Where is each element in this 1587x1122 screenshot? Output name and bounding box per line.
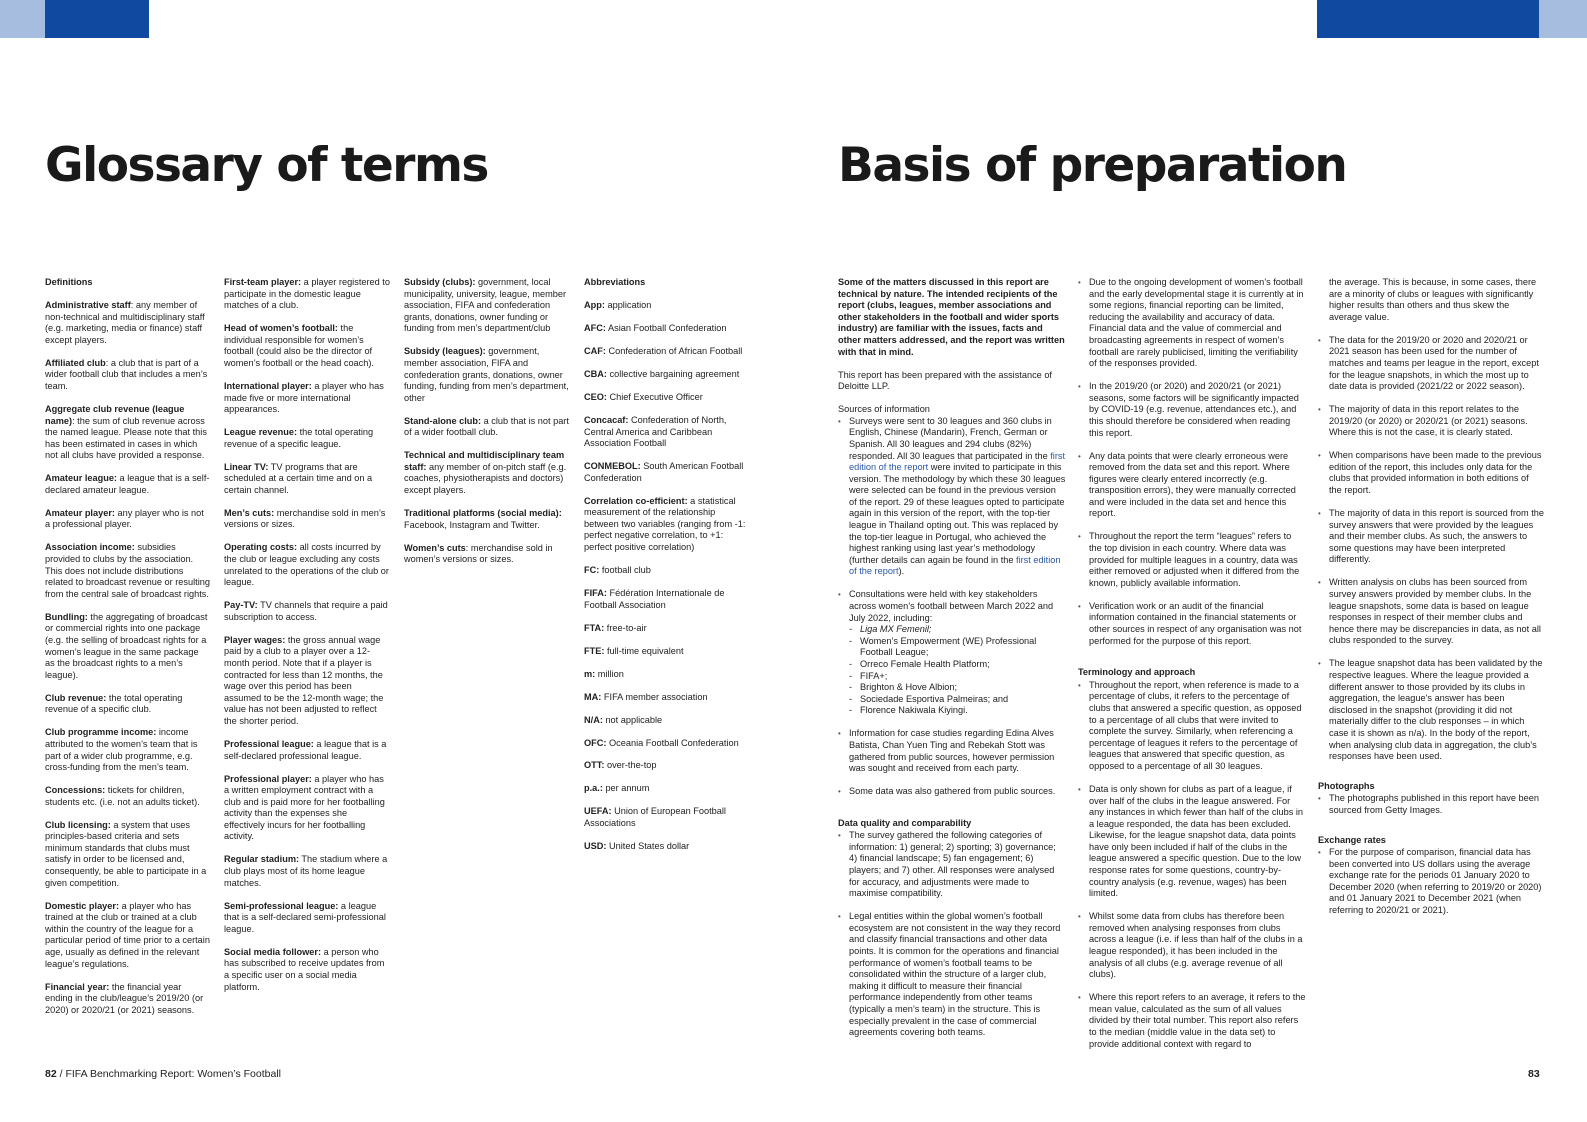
glossary-entry xyxy=(224,739,390,762)
list-item: • Any data points that were clearly erroneous were removed from the data set and this report. Where figures were clearly entered incorrectly (e.g. transposition errors), they were manually corrected and were included in the data set and hence this report. xyxy=(1078,451,1306,521)
term-definition: application xyxy=(604,299,652,310)
list-item: • Verification work or an audit of the financial information contained in the financial statements or other sources in respect of any organisation was not performed for the purpose of this report. xyxy=(1078,601,1306,647)
glossary-entry xyxy=(584,346,750,358)
list-item: • Written analysis on clubs has been sourced from survey answers provided by member clubs. In the league snapshots, some data is based on league responses in respect of their member clubs and hence there may be discrepancies in data, as not all clubs responded to the survey. xyxy=(1318,577,1544,647)
term-label: Financial year: xyxy=(45,981,110,992)
basis-intro: Some of the matters discussed in this report are technical by nature. The intended recipients of the report (clubs, leagues, member associations and other stakeholders in the football and wider sports industry) are familiar with the issues, facts and other matters addressed, and the report was written with that in mind. xyxy=(838,277,1065,357)
term-definition: Union of European Football Associations xyxy=(584,806,726,829)
basis-prepared: This report has been prepared with the assistance of Deloitte LLP. xyxy=(838,369,1052,392)
list-item: • For the purpose of comparison, financial data has been converted into US dollars using the average exchange rate for the periods 01 January 2020 to December 2020 (when referring to 2019/20 or 2020) and 01 January 2021 to December 2021 (when referring to 2020/21 or 2021). xyxy=(1318,847,1544,917)
list-item: • Due to the ongoing development of women’s football and the early developmental stage it is currently at in some regions, financial reporting can be limited, reducing the availability and accuracy of data. Financial data and the value of commercial and broadcasting agreements in respect of women’s football are rarely publicised, limiting the verifiability of the responses provided. xyxy=(1078,277,1306,370)
term-label: Amateur league: xyxy=(45,473,117,484)
term-label: CBA: xyxy=(584,368,607,379)
term-label: N/A: xyxy=(584,714,603,725)
list-item: • Surveys were sent to 30 leagues and 360 clubs in English, Chinese (Mandarin), French, German or Spanish. All 30 leagues and 294 clubs (82%) responded. All 30 leagues that participated in the first edition of the report were invited to participate in this version. The methodology by which these 30 leagues were selected can be found in the previous version of the report. 29 of these leagues opted to participate again in this version of the report, with the top-tier league in Thailand opting out. This was replaced by the top-tier league in Portugal, who achieved the highest ranking using last year’s methodology (further details can again be found in the first edition of the report). xyxy=(838,416,1066,578)
corner-bar-light-left xyxy=(0,0,45,38)
term-label: First-team player: xyxy=(224,277,302,287)
list-item: • Information for case studies regarding Edina Alves Batista, Chan Yuen Ting and Rebekah Stott was gathered from public sources, however permission was sought and received from each party. xyxy=(838,728,1066,774)
glossary-entry xyxy=(224,277,390,312)
list-item: • Where this report refers to an average, it refers to the mean value, calculated as the sum of all values divided by their total number. This report also refers to the median (middle value in the data set) to provide additional context with regard to xyxy=(1078,992,1306,1050)
list-item: • The majority of data in this report is sourced from the survey answers that were provided by the leagues and their member clubs. As such, the answers to some questions may have been interpreted differently. xyxy=(1318,508,1544,566)
term-definition: The stadium where a club plays most of its home league matches. xyxy=(224,854,388,888)
first-edition-link[interactable]: first edition of the report xyxy=(849,450,1066,473)
term-label: CAF: xyxy=(584,345,606,356)
term-label: Semi-professional league: xyxy=(224,900,339,911)
list-item: • When comparisons have been made to the previous edition of the report, this includes only data for the clubs that provided information in both editions of the report. xyxy=(1318,450,1544,496)
term-definition: football club xyxy=(599,565,651,576)
term-definition: TV programs that are scheduled at a certain time and on a certain channel. xyxy=(224,461,373,495)
term-definition: income attributed to the women’s team that is part of a wider club programme, e.g. cross-funding from the men’s team. xyxy=(45,727,198,773)
term-definition: tickets for children, students etc. (i.e. not an adults ticket). xyxy=(45,785,200,807)
term-definition: : merchandise sold in women’s versions or sizes. xyxy=(404,542,553,565)
basis-column-1 xyxy=(838,277,1066,1050)
glossary-entry xyxy=(404,508,570,531)
term-label: CONMEBOL: xyxy=(584,461,641,472)
term-label: Amateur player: xyxy=(45,507,115,518)
glossary-entry xyxy=(584,461,750,484)
glossary-entry xyxy=(584,669,750,681)
list-item: • The data for the 2019/20 or 2020 and 2020/21 or 2021 season has been used for the number of matches and teams per league in the report, except for the league snapshots, in which the most up to date data is provided (2021/22 or 2022 season). xyxy=(1318,335,1544,393)
term-definition: Chief Executive Officer xyxy=(606,391,703,402)
term-label: Affiliated club xyxy=(45,357,106,368)
term-definition: : a club that is part of a wider football club that includes a men’s team. xyxy=(45,357,208,391)
photographs-heading: Photographs xyxy=(1318,780,1375,791)
average-continuation: the average. This is because, in some cases, there are a minority of clubs or leagues with significantly higher results than others and thus skew the average value. xyxy=(1329,277,1537,322)
glossary-entry xyxy=(224,381,390,416)
glossary-entry xyxy=(45,693,210,716)
glossary-entry xyxy=(584,496,750,554)
list-item: • Whilst some data from clubs has therefore been removed when analysing responses from clubs across a league (i.e. if less than half of the clubs in a league responded), it has been included in the analysis of all clubs (e.g. average revenue of all clubs). xyxy=(1078,911,1306,981)
corner-bar-dark-right xyxy=(1317,0,1539,38)
term-definition: a person who has subscribed to receive updates from a specific user on a social media platform. xyxy=(224,946,385,992)
data-quality-heading: Data quality and comparability xyxy=(838,817,972,828)
term-label: Club licensing: xyxy=(45,819,111,830)
basis-column-3 xyxy=(1318,277,1544,928)
list-item: • The photographs published in this report have been sourced from Getty Images. xyxy=(1318,793,1544,816)
term-definition: million xyxy=(595,668,624,679)
glossary-entry xyxy=(584,715,750,727)
glossary-entry xyxy=(224,947,390,993)
term-definition: the financial year ending in the club/league’s 2019/20 (or 2020) or 2020/21 (or 2021) seasons. xyxy=(45,981,204,1015)
term-label: Traditional platforms (social media): xyxy=(404,508,562,519)
glossary-entry xyxy=(45,473,210,496)
term-label: Stand-alone club: xyxy=(404,415,482,426)
list-item: - FIFA+; xyxy=(849,671,1066,683)
glossary-entry xyxy=(224,635,390,728)
page-number-left: 82 xyxy=(45,1068,57,1080)
glossary-entry xyxy=(224,542,390,588)
glossary-entry xyxy=(45,820,210,890)
glossary-entry xyxy=(584,760,750,772)
term-label: Social media follower: xyxy=(224,946,322,957)
glossary-entry xyxy=(584,806,750,829)
glossary-entry xyxy=(224,854,390,889)
glossary-entry xyxy=(45,612,210,682)
terminology-heading: Terminology and approach xyxy=(1078,667,1196,678)
list-item: • Consultations were held with key stakeholders across women’s football between March 2022 and July 2022, including: - Liga MX Femenil; - Women’s Empowerment (WE) Professional Football League; - Orreco Female Health Platform; - FIFA+; - Brighton & Hove Albion; - Sociedade Esportiva Palmeiras; and - Florence Nakiwala Kiyingi. xyxy=(838,589,1066,717)
glossary-entry xyxy=(45,982,210,1017)
term-definition: Confederation of African Football xyxy=(605,345,743,356)
glossary-entry xyxy=(224,427,390,450)
term-definition: Confederation of North, Central America and Caribbean Association Football xyxy=(584,414,727,449)
term-label: UEFA: xyxy=(584,806,612,817)
glossary-entry xyxy=(584,692,750,704)
footer-left xyxy=(45,1068,281,1080)
term-label: Pay-TV: xyxy=(224,600,258,611)
term-label: CEO: xyxy=(584,391,607,402)
term-definition: FIFA member association xyxy=(601,691,708,702)
list-item: - Liga MX Femenil; xyxy=(849,624,1066,636)
term-label: p.a.: xyxy=(584,783,603,794)
term-label: Linear TV: xyxy=(224,461,269,472)
corner-bar-dark-left xyxy=(45,0,149,38)
definitions-heading: Definitions xyxy=(45,277,93,287)
list-item: • Data is only shown for clubs as part of a league, if over half of the clubs in the league answered. For any instances in which fewer than half of the clubs in a league responded, the data has been excluded. Likewise, for the league snapshot data, data points have only been included if half of the clubs in the league answered a specific question. Due to the low response rates for some questions, country-by-country analysis (e.g. revenue, wages) has been limited. xyxy=(1078,784,1306,900)
glossary-entry xyxy=(584,588,750,611)
term-definition: all costs incurred by the club or league excluding any costs unrelated to the operations of the club or league. xyxy=(224,542,389,588)
term-label: Regular stadium: xyxy=(224,854,300,865)
term-label: FTE: xyxy=(584,645,605,656)
list-item: • The league snapshot data has been validated by the respective leagues. Where the league provided a different answer to those provided by its clubs in aggregation, the league’s answer has been disclosed in the snapshot (providing it did not materially differ to the club responses – in which case it is shown as n/a). In the body of the report, when analysing club data in aggregation, the club’s responses have been used. xyxy=(1318,658,1544,762)
term-definition: the aggregating of broadcast or commercial rights into one package (e.g. the selling of broadcast rights for a women’s league in the same package as the broadcast rights to a men’s league). xyxy=(45,611,208,680)
term-definition: a player who has a written employment contract with a club and is paid more for her footballing activity than the expenses she effectively incurs for her footballing activity. xyxy=(224,773,385,842)
term-definition: not applicable xyxy=(602,714,663,725)
sources-heading: Sources of information xyxy=(838,404,930,415)
glossary-entry xyxy=(584,300,750,312)
glossary-column-2 xyxy=(224,277,390,1005)
term-definition: a player who has made five or more international appearances. xyxy=(224,380,384,415)
term-definition: Facebook, Instagram and Twitter. xyxy=(404,519,540,530)
term-label: Women’s cuts xyxy=(404,542,466,553)
glossary-entry xyxy=(404,416,570,439)
list-item: • Some data was also gathered from public sources. xyxy=(838,786,1066,798)
term-label: League revenue: xyxy=(224,427,298,438)
term-definition: merchandise sold in men’s versions or sizes. xyxy=(224,507,386,530)
term-definition: : any member of non-technical and multidisciplinary staff (e.g. marketing, media or finance) staff except players. xyxy=(45,299,205,345)
term-definition: a club that is not part of a wider football club. xyxy=(404,415,569,438)
term-label: Correlation co-efficient: xyxy=(584,495,688,506)
glossary-entry xyxy=(45,404,210,462)
list-item: • Throughout the report, when reference is made to a percentage of clubs, it refers to the percentage of clubs that answered a specific question, as opposed to a percentage of all clubs that were invited to complete the survey. Similarly, when referencing a percentage of leagues it refers to the percentage of leagues that answered that specific question, as opposed to a percentage of all 30 leagues. xyxy=(1078,680,1306,773)
term-definition: a statistical measurement of the relationship between two variables (ranging from -1: perfect negative correlation, to +1: perfect positive correlation) xyxy=(584,495,746,553)
term-definition: the total operating revenue of a specific club. xyxy=(45,692,183,715)
basis-title: Basis of preparation xyxy=(838,138,1347,193)
term-definition: any member of on-pitch staff (e.g. coaches, physiotherapists and doctors) except players. xyxy=(404,461,567,496)
glossary-entry xyxy=(45,542,210,600)
abbreviations-heading: Abbreviations xyxy=(584,277,646,287)
term-label: OFC: xyxy=(584,737,607,748)
term-label: FIFA: xyxy=(584,588,607,598)
term-label: MA: xyxy=(584,691,602,702)
term-label: FC: xyxy=(584,565,600,576)
term-definition: any player who is not a professional player. xyxy=(45,507,204,530)
term-label: Concacaf: xyxy=(584,414,629,425)
term-label: m: xyxy=(584,668,596,679)
glossary-entry xyxy=(224,901,390,936)
glossary-entry xyxy=(584,623,750,635)
term-definition: a player who has trained at the club or trained at a club within the country of the league for a particular period of time prior to a certain age, usually as defined in the relevant league’s regulations. xyxy=(45,900,210,969)
term-definition: collective bargaining agreement xyxy=(606,368,740,379)
term-definition: the gross annual wage paid by a club to a player over a 12-month period. Note that if a player is contracted for less than 12 months, the wage over this period has been assumed to be the 12-month wage; the value has not been adjusted to reflect the shorter period. xyxy=(224,634,384,726)
term-label: AFC: xyxy=(584,322,606,333)
glossary-entry xyxy=(404,346,570,404)
glossary-entry xyxy=(224,508,390,531)
term-definition: a league that is a self-declared professional league. xyxy=(224,738,387,761)
term-definition: over-the-top xyxy=(604,760,657,771)
glossary-entry xyxy=(45,300,210,346)
glossary-entry xyxy=(404,450,570,496)
list-item: - Brighton & Hove Albion; xyxy=(849,682,1066,694)
term-definition: Asian Football Confederation xyxy=(605,322,727,333)
list-item: - Sociedade Esportiva Palmeiras; and xyxy=(849,694,1066,706)
page-number-right: 83 xyxy=(1528,1068,1540,1080)
term-definition: TV channels that require a paid subscription to access. xyxy=(224,600,388,622)
glossary-entry xyxy=(404,277,570,335)
list-item: - Women’s Empowerment (WE) Professional Football League; xyxy=(849,636,1066,659)
term-label: Technical and multidisciplinary team staff: xyxy=(404,450,565,472)
term-label: Administrative staff xyxy=(45,299,131,310)
list-item: • The survey gathered the following categories of information: 1) general; 2) sporting; 3) governance; 4) financial landscape; 5) fan engagement; 6) players; and 7) other. All responses were analysed for accuracy, and adjustments were made to maximise compatibility. xyxy=(838,830,1066,900)
glossary-entry xyxy=(45,508,210,531)
term-definition: full-time equivalent xyxy=(604,645,684,656)
term-label: Club programme income: xyxy=(45,727,157,738)
term-label: Professional player: xyxy=(224,773,312,784)
list-item: • In the 2019/20 (or 2020) and 2020/21 (or 2021) seasons, some factors will be significantly impacted by COVID-19 (e.g. revenue, attendances etc.), and this should therefore be considered when reading this report. xyxy=(1078,381,1306,439)
first-edition-link-2[interactable]: first edition of the report xyxy=(849,554,1061,577)
term-label: Professional league: xyxy=(224,738,314,749)
term-label: USD: xyxy=(584,841,607,852)
term-definition: per annum xyxy=(602,783,650,794)
term-label: Subsidy (leagues): xyxy=(404,346,486,357)
list-item: • Throughout the report the term “leagues” refers to the top division in each country. Where data was provided for multiple leagues in a country, data was either removed or adjusted when it differed from the known, publicly available information. xyxy=(1078,531,1306,589)
term-definition: a league that is a self-declared semi-professional league. xyxy=(224,900,386,934)
glossary-entry xyxy=(45,785,210,808)
term-definition: subsidies provided to clubs by the association. This does not include distributions related to broadcast revenue or resulting from the central sale of broadcast rights. xyxy=(45,542,210,599)
list-item: - Orreco Female Health Platform; xyxy=(849,659,1066,671)
glossary-entry xyxy=(584,783,750,795)
glossary-entry xyxy=(584,738,750,750)
term-definition: South American Football Confederation xyxy=(584,461,744,483)
glossary-entry xyxy=(584,415,750,450)
glossary-entry xyxy=(584,392,750,404)
exchange-rates-heading: Exchange rates xyxy=(1318,834,1386,845)
term-label: Subsidy (clubs): xyxy=(404,277,476,287)
glossary-entry xyxy=(584,369,750,381)
glossary-entry xyxy=(584,841,750,853)
basis-column-2 xyxy=(1078,277,1306,1062)
term-definition: : the sum of club revenue across the named league. Please note that this has been estimated in cases in which not all clubs have provided a response. xyxy=(45,415,207,461)
term-definition: Oceania Football Confederation xyxy=(606,737,739,748)
list-item: • Legal entities within the global women’s football ecosystem are not consistent in the way they record and classify financial transactions and other data points. It is common for the operations and financial performance of women’s football teams to be consolidated within the structure of a larger club, making it difficult to measure their financial performance independently from other teams (typically a men’s team) in the structure. This is especially prevalent in the case of commercial agreements covering both teams. xyxy=(838,911,1066,1039)
footer-right xyxy=(1528,1068,1540,1080)
term-label: Club revenue: xyxy=(45,692,107,703)
glossary-entry xyxy=(404,543,570,566)
abbreviations-column xyxy=(584,277,750,864)
term-definition: government, member association, FIFA and confederation grants, donations, owner funding, funding from men’s department, other xyxy=(404,346,569,403)
glossary-entry xyxy=(224,462,390,497)
term-definition: Fédération Internationale de Football Association xyxy=(584,588,725,610)
term-label: App: xyxy=(584,299,605,310)
term-definition: free-to-air xyxy=(604,622,647,633)
glossary-entry xyxy=(584,323,750,335)
glossary-entry xyxy=(584,646,750,658)
list-item: • The majority of data in this report relates to the 2019/20 (or 2020) or 2020/21 (or 2021) seasons. Where this is not the case, it is clearly stated. xyxy=(1318,404,1544,439)
term-label: Aggregate club revenue (league name) xyxy=(45,403,185,426)
term-label: Player wages: xyxy=(224,634,286,645)
term-definition: a league that is a self-declared amateur league. xyxy=(45,473,210,495)
term-label: Head of women’s football: xyxy=(224,323,338,334)
term-definition: a player registered to participate in the domestic league matches of a club. xyxy=(224,277,390,311)
term-label: International player: xyxy=(224,380,312,391)
term-label: Men’s cuts: xyxy=(224,507,275,518)
glossary-entry xyxy=(45,358,210,393)
term-definition: the individual responsible for women’s football (could also be the director of women’s football or the head coach). xyxy=(224,323,374,368)
term-definition: United States dollar xyxy=(606,841,690,852)
glossary-entry xyxy=(584,565,750,577)
term-label: Bundling: xyxy=(45,611,88,622)
term-label: OTT: xyxy=(584,760,605,771)
glossary-entry xyxy=(45,727,210,773)
term-label: FTA: xyxy=(584,622,605,633)
glossary-column-1 xyxy=(45,277,210,1028)
term-definition: a system that uses principles-based criteria and sets minimum standards that clubs must satisfy in order to be licensed and, consequently, be able to participate in a given competition. xyxy=(45,819,207,888)
glossary-entry xyxy=(224,600,390,623)
list-item: - Florence Nakiwala Kiyingi. xyxy=(849,705,1066,717)
glossary-entry xyxy=(224,774,390,844)
corner-bar-light-right xyxy=(1539,0,1587,38)
glossary-title: Glossary of terms xyxy=(45,138,488,193)
term-definition: the total operating revenue of a specific league. xyxy=(224,427,374,449)
glossary-entry xyxy=(224,323,390,369)
footer-title: / FIFA Benchmarking Report: Women’s Football xyxy=(56,1068,281,1080)
glossary-column-3 xyxy=(404,277,570,577)
term-definition: government, local municipality, university, league, member association, FIFA and confederation grants, donations, owner funding or funding from men’s department/club xyxy=(404,277,567,334)
term-label: Association income: xyxy=(45,542,135,553)
term-label: Concessions: xyxy=(45,785,106,796)
term-label: Operating costs: xyxy=(224,542,298,553)
glossary-entry xyxy=(45,901,210,971)
term-label: Domestic player: xyxy=(45,900,120,911)
